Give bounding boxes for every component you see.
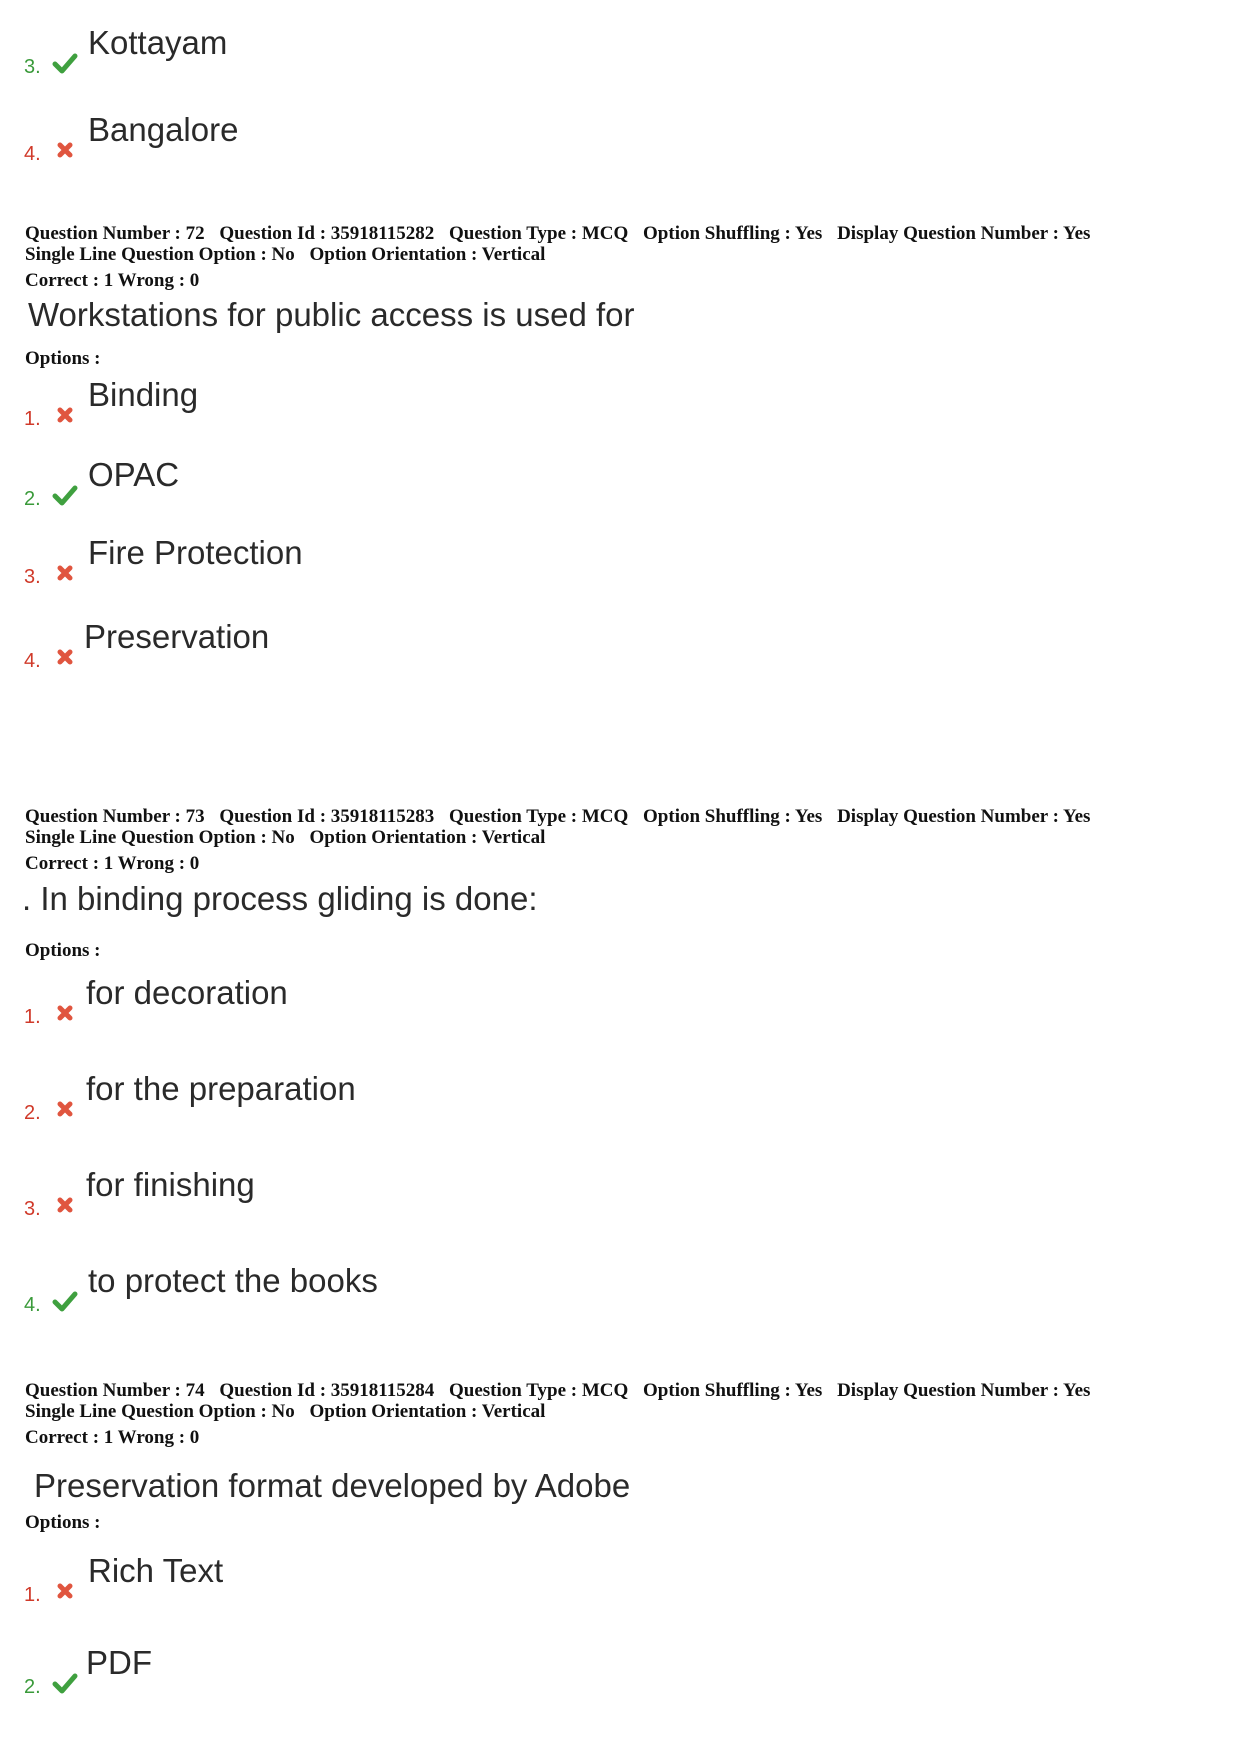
option-number: 3.: [24, 566, 41, 588]
display-question-number: Display Question Number : Yes: [837, 223, 1091, 244]
score-info: Correct : 1 Wrong : 0: [25, 1427, 200, 1448]
option-text: Preservation: [84, 618, 270, 655]
question-id: Question Id : 35918115283: [219, 806, 435, 827]
check-icon: [52, 1672, 78, 1694]
question-number: Question Number : 74: [25, 1380, 205, 1401]
option-item: [0, 1166, 800, 1232]
question-text: Workstations for public access is used for: [28, 296, 635, 333]
option-item: [0, 618, 800, 684]
question-text: . In binding process gliding is done:: [22, 880, 538, 917]
cross-icon: [52, 1194, 78, 1216]
option-text: for finishing: [86, 1166, 255, 1203]
option-number: 1.: [24, 408, 41, 430]
single-line-option: Single Line Question Option : No: [25, 244, 295, 265]
option-text: Binding: [88, 376, 199, 413]
option-text: Rich Text: [88, 1552, 224, 1589]
option-orientation: Option Orientation : Vertical: [309, 827, 546, 848]
option-orientation: Option Orientation : Vertical: [309, 1401, 546, 1422]
question-id: Question Id : 35918115282: [219, 223, 435, 244]
question-meta: [25, 806, 1090, 874]
question-number: Question Number : 72: [25, 223, 205, 244]
option-text: for decoration: [86, 974, 288, 1011]
option-item: [0, 111, 800, 177]
option-text: for the preparation: [86, 1070, 356, 1107]
check-icon: [52, 1290, 78, 1312]
question-meta: [25, 223, 1090, 291]
option-item: [0, 1552, 800, 1618]
option-text: OPAC: [88, 456, 180, 493]
option-item: [0, 456, 800, 522]
single-line-option: Single Line Question Option : No: [25, 1401, 295, 1422]
options-label: Options :: [25, 940, 101, 961]
cross-icon: [52, 1580, 78, 1602]
question-meta: [25, 1380, 1090, 1448]
option-item: [0, 1262, 800, 1328]
option-text: Kottayam: [88, 24, 228, 61]
option-number: 1.: [24, 1006, 41, 1028]
option-number: 4.: [24, 650, 41, 672]
option-item: [0, 974, 800, 1040]
display-question-number: Display Question Number : Yes: [837, 806, 1091, 827]
question-type: Question Type : MCQ: [448, 806, 629, 827]
option-text: Bangalore: [88, 111, 239, 148]
question-type: Question Type : MCQ: [448, 1380, 629, 1401]
cross-icon: [52, 562, 78, 584]
option-number: 1.: [24, 1584, 41, 1606]
check-icon: [52, 52, 78, 74]
cross-icon: [52, 1002, 78, 1024]
single-line-option: Single Line Question Option : No: [25, 827, 295, 848]
cross-icon: [52, 404, 78, 426]
option-number: 2.: [24, 488, 41, 510]
option-shuffling: Option Shuffling : Yes: [643, 1380, 823, 1401]
option-text: Fire Protection: [88, 534, 303, 571]
option-number: 3.: [24, 56, 41, 78]
option-number: 4.: [24, 143, 41, 165]
option-item: [0, 24, 800, 90]
question-text: Preservation format developed by Adobe: [34, 1467, 631, 1504]
cross-icon: [52, 139, 78, 161]
score-info: Correct : 1 Wrong : 0: [25, 270, 200, 291]
option-text: to protect the books: [88, 1262, 378, 1299]
option-orientation: Option Orientation : Vertical: [309, 244, 546, 265]
option-number: 2.: [24, 1676, 41, 1698]
option-item: [0, 1070, 800, 1136]
option-item: [0, 534, 800, 600]
options-label: Options :: [25, 1512, 101, 1533]
option-number: 3.: [24, 1198, 41, 1220]
cross-icon: [52, 1098, 78, 1120]
check-icon: [52, 484, 78, 506]
option-item: [0, 376, 800, 442]
display-question-number: Display Question Number : Yes: [837, 1380, 1091, 1401]
option-number: 4.: [24, 1294, 41, 1316]
options-label: Options :: [25, 348, 101, 369]
option-shuffling: Option Shuffling : Yes: [643, 223, 823, 244]
score-info: Correct : 1 Wrong : 0: [25, 853, 200, 874]
question-id: Question Id : 35918115284: [219, 1380, 435, 1401]
option-shuffling: Option Shuffling : Yes: [643, 806, 823, 827]
question-number: Question Number : 73: [25, 806, 205, 827]
question-type: Question Type : MCQ: [448, 223, 629, 244]
option-text: PDF: [86, 1644, 152, 1681]
option-number: 2.: [24, 1102, 41, 1124]
option-item: [0, 1644, 800, 1710]
cross-icon: [52, 646, 78, 668]
